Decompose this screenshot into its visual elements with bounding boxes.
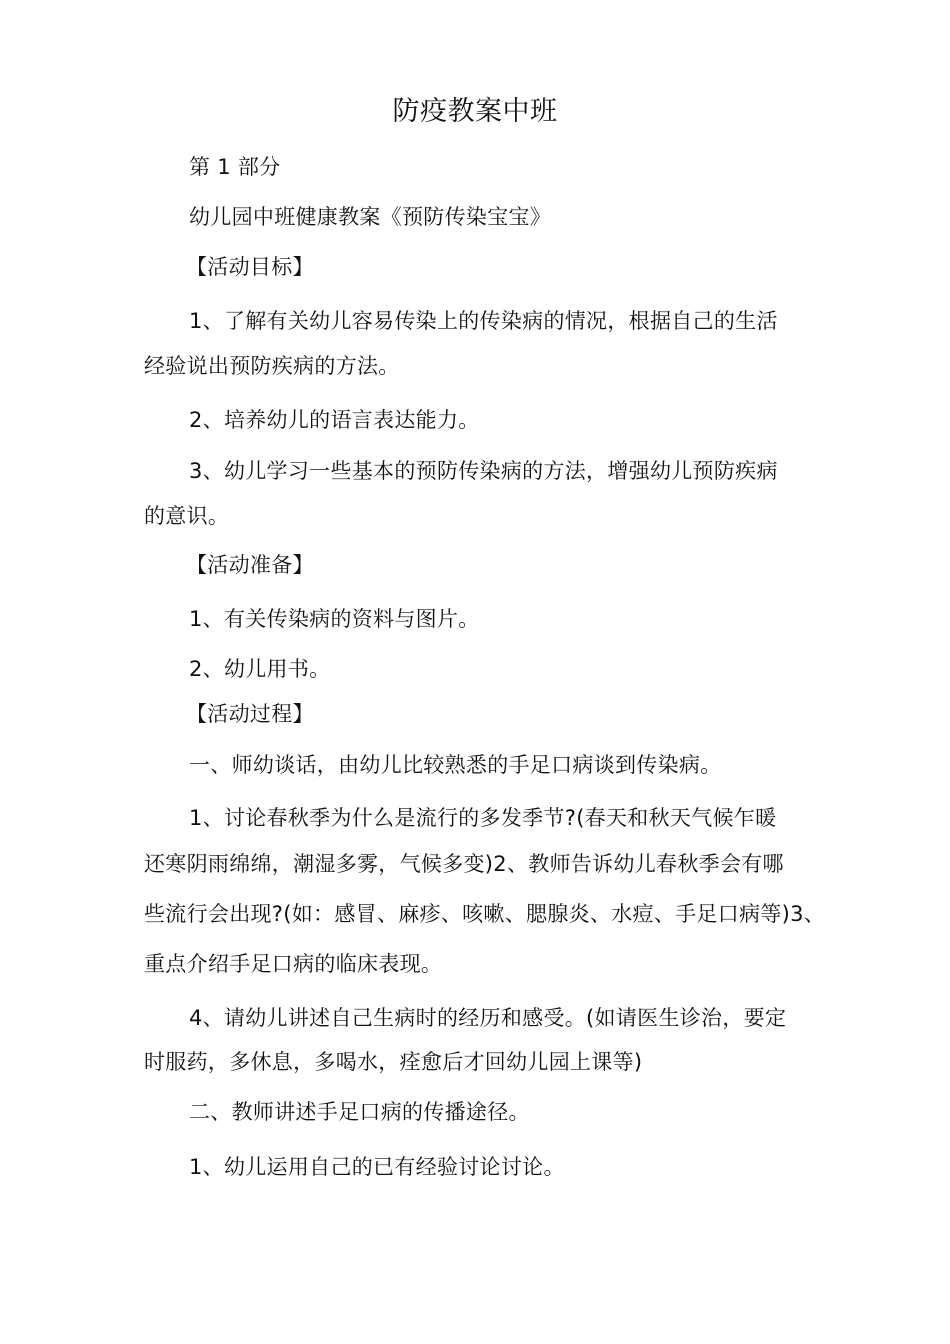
paragraph-line: 的意识。 xyxy=(144,504,230,528)
paragraph-line: 3、幼儿学习一些基本的预防传染病的方法，增强幼儿预防疾病 xyxy=(189,459,778,483)
heading-process: 【活动过程】 xyxy=(186,702,314,726)
paragraph-line: 些流行会出现?(如：感冒、麻疹、咳嗽、腮腺炎、水痘、手足口病等)3、 xyxy=(144,902,826,926)
lesson-title: 幼儿园中班健康教案《预防传染宝宝》 xyxy=(189,205,552,229)
paragraph-line: 2、培养幼儿的语言表达能力。 xyxy=(189,408,480,432)
paragraph-line: 2、幼儿用书。 xyxy=(189,657,331,681)
paragraph-line: 还寒阴雨绵绵，潮湿多雾，气候多变)2、教师告诉幼儿春秋季会有哪 xyxy=(144,852,784,876)
section-heading: 第 1 部分 xyxy=(189,155,281,179)
paragraph-line: 一、师幼谈话，由幼儿比较熟悉的手足口病谈到传染病。 xyxy=(189,753,722,777)
paragraph-line: 二、教师讲述手足口病的传播途径。 xyxy=(189,1100,530,1124)
paragraph-line: 经验说出预防疾病的方法。 xyxy=(144,354,400,378)
paragraph-line: 1、了解有关幼儿容易传染上的传染病的情况，根据自己的生活 xyxy=(189,309,778,333)
heading-activity-goals: 【活动目标】 xyxy=(186,255,314,279)
heading-preparation: 【活动准备】 xyxy=(186,553,314,577)
paragraph-line: 1、幼儿运用自己的已有经验讨论讨论。 xyxy=(189,1155,565,1179)
paragraph-line: 4、请幼儿讲述自己生病时的经历和感受。(如请医生诊治，要定 xyxy=(189,1006,787,1030)
paragraph-line: 重点介绍手足口病的临床表现。 xyxy=(144,952,443,976)
paragraph-line: 1、讨论春秋季为什么是流行的多发季节?(春天和秋天气候乍暖 xyxy=(189,806,777,830)
paragraph-line: 1、有关传染病的资料与图片。 xyxy=(189,607,480,631)
document-title: 防疫教案中班 xyxy=(392,96,558,127)
paragraph-line: 时服药，多休息，多喝水，痊愈后才回幼儿园上课等) xyxy=(144,1050,643,1074)
